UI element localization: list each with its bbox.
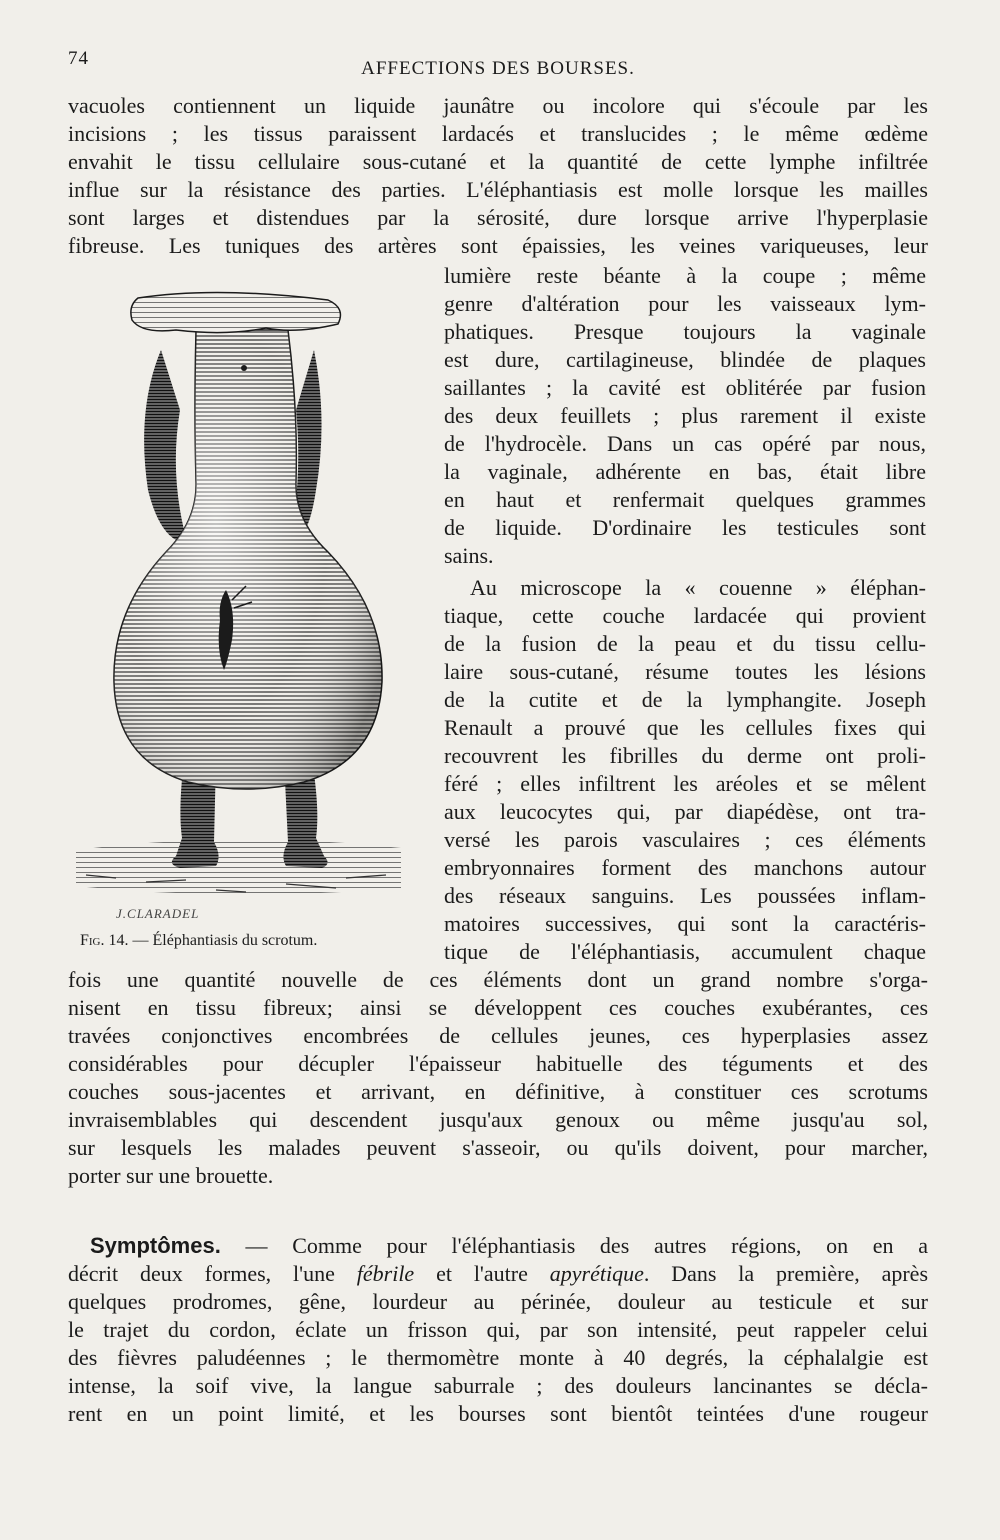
- text-line: envahit le tissu cellulaire sous-cutané et la quantité de cette lymphe infiltrée: [68, 149, 928, 174]
- text-run: et l'autre: [414, 1261, 550, 1286]
- ground: [76, 839, 401, 894]
- text-line: versé les parois vasculaires ; ces éléments: [444, 827, 926, 852]
- navel: [241, 365, 247, 371]
- emphasis-text: apyrétique: [549, 1261, 644, 1286]
- text-line: tique de l'éléphantiasis, accumulent chaque: [444, 939, 926, 964]
- text-line: des deux feuillets ; plus rarement il existe: [444, 403, 926, 428]
- running-head: AFFECTIONS DES BOURSES.: [361, 58, 635, 79]
- text-line: vacuoles contiennent un liquide jaunâtre ou incolore qui s'écoule par les: [68, 93, 928, 118]
- text-line: rent en un point limité, et les bourses sont bientôt teintées d'une rougeur: [68, 1401, 928, 1426]
- text-line: des réseaux sanguins. Les poussées inflam-: [444, 883, 926, 908]
- text-line: invraisemblables qui descendent jusqu'aux genoux ou même jusqu'au sol,: [68, 1107, 928, 1132]
- text-line: matoires successives, qui sont la caractéris-: [444, 911, 926, 936]
- text-line: Renault a prouvé que les cellules fixes qui: [444, 715, 926, 740]
- text-line: de la fusion de la peau et du tissu cellu-: [444, 631, 926, 656]
- text-run: décrit deux formes, l'une: [68, 1261, 357, 1286]
- text-line: quelques prodromes, gêne, lourdeur au périnée, douleur au testicule et sur: [68, 1289, 928, 1314]
- engraving-illustration: [66, 290, 406, 930]
- text-line: des fièvres paludéennes ; le thermomètre monte à 40 degrés, la céphalalgie est: [68, 1345, 928, 1370]
- text-line: considérables pour décupler l'épaisseur habituelle des téguments et des: [68, 1051, 928, 1076]
- text-line: phatiques. Presque toujours la vaginale: [444, 319, 926, 344]
- text-line: féré ; elles infiltrent les aréoles et se mêlent: [444, 771, 926, 796]
- text-line: genre d'altération pour les vaisseaux lym-: [444, 291, 926, 316]
- text-line: le trajet du cordon, éclate un frisson qui, par son intensité, peut rappeler celui: [68, 1317, 928, 1342]
- section-heading: Symptômes.: [90, 1233, 221, 1258]
- text-line: fois une quantité nouvelle de ces éléments dont un grand nombre s'orga-: [68, 967, 928, 992]
- text-line: intense, la soif vive, la langue saburrale ; des douleurs lancinantes se décla-: [68, 1373, 928, 1398]
- figure-caption: [80, 932, 400, 950]
- artist-signature: J.CLARADEL: [116, 906, 200, 921]
- text-line: est dure, cartilagineuse, blindée de plaques: [444, 347, 926, 372]
- text-line: nisent en tissu fibreux; ainsi se développent ces couches exubérantes, ces: [68, 995, 928, 1020]
- figure-label: Fig. 14.: [80, 932, 129, 949]
- text-line: saillantes ; la cavité est oblitérée par fusion: [444, 375, 926, 400]
- text-line: fibreuse. Les tuniques des artères sont épaissies, les veines variqueuses, leur: [68, 233, 928, 258]
- text-line: embryonnaires forment des manchons autour: [444, 855, 926, 880]
- text-line: [68, 1260, 928, 1288]
- page-header: [68, 44, 928, 79]
- text-line: sont larges et distendues par la sérosité, dure lorsque arrive l'hyperplasie: [68, 205, 928, 230]
- section-first-line: [90, 1232, 928, 1260]
- text-line: couches sous-jacentes et arrivant, en définitive, à constituer ces scrotums: [68, 1079, 928, 1104]
- text-run: — Comme pour l'éléphantiasis des autres régions, on en a: [220, 1233, 928, 1258]
- text-run: . Dans la première, après: [643, 1261, 929, 1286]
- text-line: de liquide. D'ordinaire les testicules sont: [444, 515, 926, 540]
- text-line: travées conjonctives encombrées de cellules jeunes, ces hyperplasies assez: [68, 1023, 928, 1048]
- text-line: influe sur la résistance des parties. L'éléphantiasis est molle lorsque les mailles: [68, 177, 928, 202]
- text-line: sains.: [444, 543, 494, 568]
- text-line: incisions ; les tissus paraissent lardacés et translucides ; le même œdème: [68, 121, 928, 146]
- page-number: 74: [68, 48, 89, 69]
- text-line: recouvrent les fibrilles du derme ont proli-: [444, 743, 926, 768]
- cloth: [131, 292, 341, 332]
- figure: [66, 290, 406, 962]
- text-line: laire sous-cutané, résume toutes les lésions: [444, 659, 926, 684]
- text-line: Au microscope la « couenne » éléphan-: [470, 575, 926, 600]
- text-line: de la cutite et de la lymphangite. Joseph: [444, 687, 926, 712]
- text-line: tiaque, cette couche lardacée qui provient: [444, 603, 926, 628]
- text-line: en haut et renfermait quelques grammes: [444, 487, 926, 512]
- text-line: sur lesquels les malades peuvent s'asseoir, ou qu'ils doivent, pour marcher,: [68, 1135, 928, 1160]
- text-line: porter sur une brouette.: [68, 1163, 274, 1188]
- figure-caption-text: — Éléphantiasis du scrotum.: [132, 932, 318, 949]
- text-line: lumière reste béante à la coupe ; même: [444, 263, 926, 288]
- text-line: aux leucocytes qui, par diapédèse, ont tra-: [444, 799, 926, 824]
- text-line: la vaginale, adhérente en bas, était libre: [444, 459, 926, 484]
- text-line: de l'hydrocèle. Dans un cas opéré par nous,: [444, 431, 926, 456]
- emphasis-text: fébrile: [356, 1261, 415, 1286]
